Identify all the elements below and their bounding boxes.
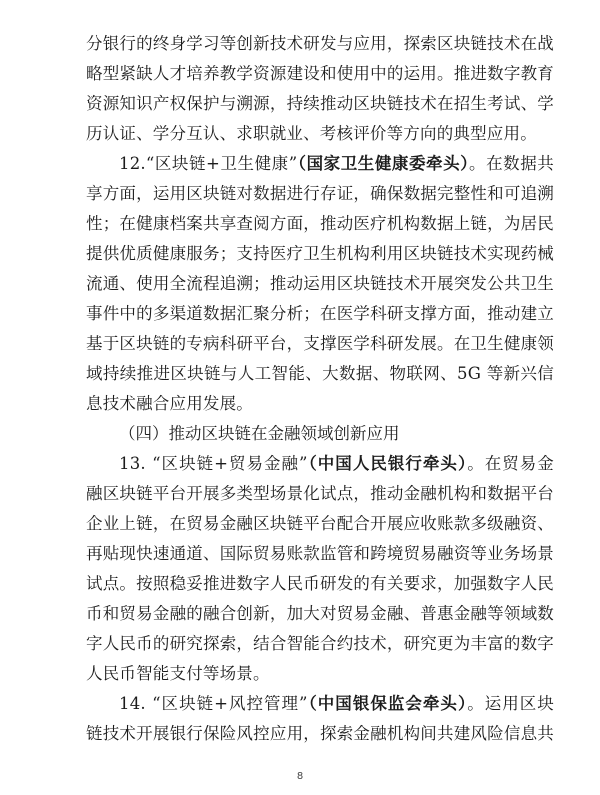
para13-line-3: 企业上链，在贸易金融区块链平台配合开展应收账款多级融资、	[86, 514, 554, 533]
para12-title: 12.“区块链+卫生健康”	[119, 154, 298, 173]
para11-line-3: 资源知识产权保护与溯源，持续推动区块链技术在招生考试、学	[86, 94, 554, 113]
para12-line-6: 事件中的多渠道数据汇聚分析；在医学科研支撑方面，推动建立	[86, 304, 554, 323]
para12-line-4: 提供优质健康服务；支持医疗卫生机构利用区块链技术实现药械	[86, 244, 554, 263]
para12-line-5: 流通、使用全流程追溯；推动运用区块链技术开展突发公共卫生	[86, 274, 554, 293]
para14-line-2: 链技术开展银行保险风控应用，探索金融机构间共建风险信息共	[86, 724, 554, 743]
para13-line-6: 币和贸易金融的融合创新，加大对贸易金融、普惠金融等领域数	[86, 604, 554, 623]
para12-lead-agency: （国家卫生健康委牵头）	[297, 154, 470, 173]
para11-line-2: 略型紧缺人才培养教学资源建设和使用中的运用。推进数字教育	[86, 64, 554, 83]
para11-line-1: 分银行的终身学习等创新技术研发与应用，探索区块链技术在战	[86, 34, 554, 53]
para12-line-1	[119, 152, 554, 176]
para13-lead-agency: （中国人民银行牵头）	[307, 454, 468, 473]
para12-line-7: 基于区块链的专病科研平台，支撑医学科研发展。在卫生健康领	[86, 334, 554, 353]
page-number: 8	[296, 771, 304, 782]
para12-line-2: 享方面，运用区块链对数据进行存证，确保数据完整性和可追溯	[86, 184, 554, 203]
para12-line-9: 息技术融合应用发展。	[86, 394, 253, 413]
para12-line-3: 性；在健康档案共享查阅方面，推动医疗机构数据上链，为居民	[86, 214, 554, 233]
para13-line-1-tail: 。在贸易金	[467, 454, 555, 473]
para13-line-2: 融区块链平台开展多类型场景化试点，推动金融机构和数据平台	[86, 484, 554, 503]
para13-line-4: 再贴现快速通道、国际贸易账款监管和跨境贸易融资等业务场景	[86, 544, 554, 563]
para14-lead-agency: （中国银保监会牵头）	[307, 694, 468, 713]
para13-line-7: 字人民币的研究探索，结合智能合约技术，研究更为丰富的数字	[86, 634, 554, 653]
para12-line-1-tail: 。在数据共	[469, 154, 554, 173]
para11-line-4: 历认证、学分互认、求职就业、考核评价等方向的典型应用。	[86, 124, 537, 143]
para12-line-8: 域持续推进区块链与人工智能、大数据、物联网、5G 等新兴信	[86, 364, 554, 383]
para13-line-5: 试点。按照稳妥推进数字人民币研发的有关要求，加强数字人民	[86, 574, 554, 593]
para13-title: 13. “区块链+贸易金融”	[119, 454, 308, 473]
para14-title: 14. “区块链+风控管理”	[119, 694, 308, 713]
para13-line-1	[119, 452, 554, 476]
para14-line-1-tail: 。运用区块	[467, 694, 555, 713]
para13-line-8: 人民币智能支付等场景。	[86, 664, 270, 683]
section-heading: （四）推动区块链在金融领域创新应用	[119, 424, 400, 443]
para14-line-1	[119, 692, 554, 716]
